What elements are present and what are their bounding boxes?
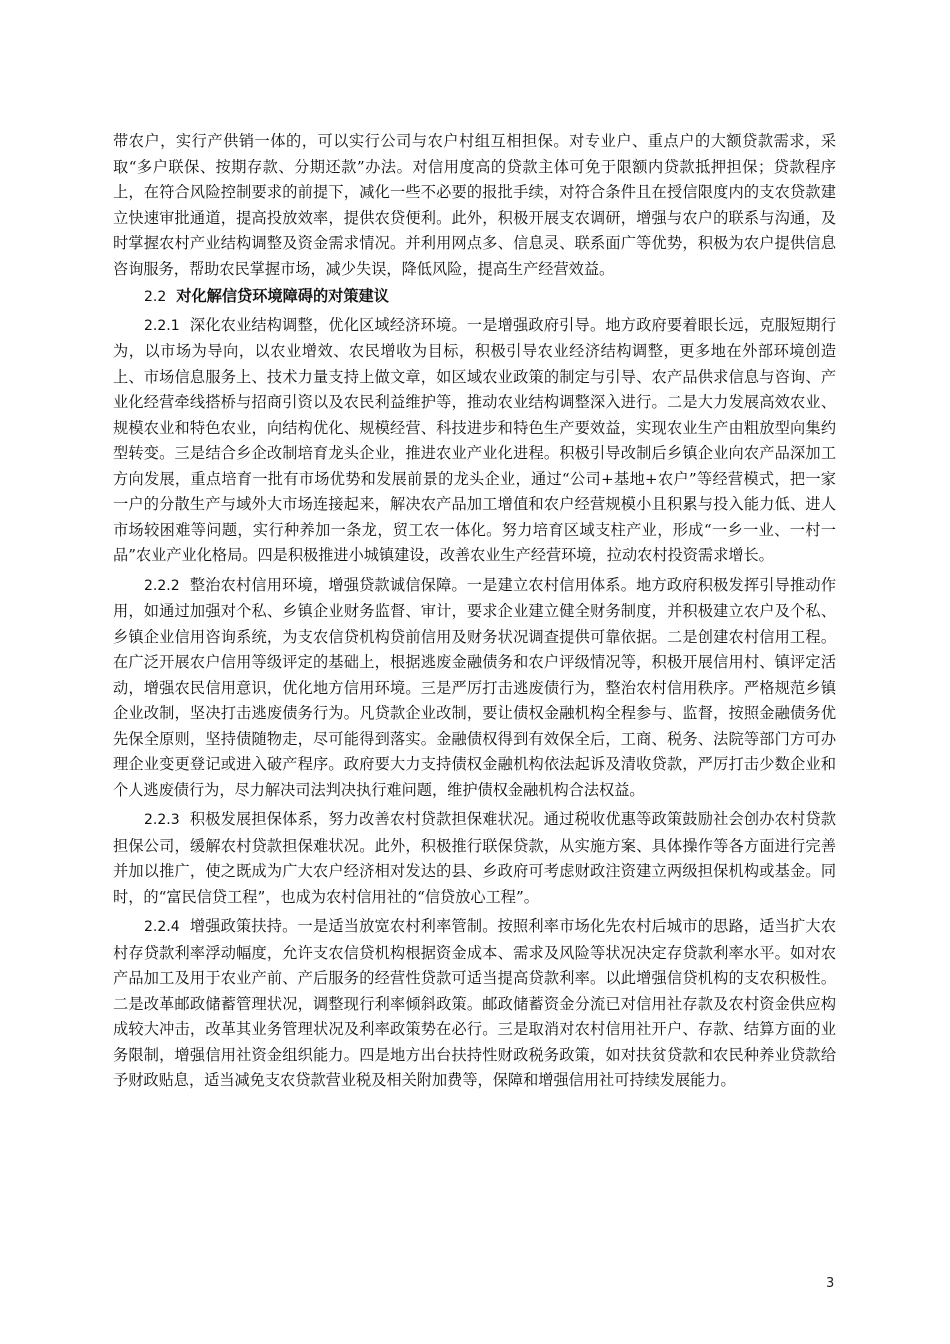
subsection-2-2-1 (113, 313, 836, 569)
subsection-text: 深化农业结构调整，优化区域经济环境。一是增强政府引导。地方政府要着眼长远，克服短期行为，以市场为导向，以农业增效、农民增收为目标，积极引导农业经济结构调整，更多地在外部环境创造上、市场信息服务上、技术力量支持上做文章，如区域农业政策的制定与引导、农产品供求信息与咨询、产业化经营牵线搭桥与招商引资以及农民利益维护等，推动农业结构调整深入进行。二是大力发展高效农业、规模农业和特色农业，向结构优化、规模经营、科技进步和特色生产要效益，实现农业生产由粗放型向集约型转变。三是结合乡企改制培育龙头企业，推进农业产业化进程。积极引导改制后乡镇企业向农产品深加工方向发展，重点培育一批有市场优势和发展前景的龙头企业，通过“公司+基地+农户”等经营模式，把一家一户的分散生产与域外大市场连接起来，解决农产品加工增值和农户经营规模小且积累与投入能力低、进人市场较困难等问题，实行种养加一条龙，贸工农一体化。努力培育区域支柱产业，形成“一乡一业、一村一品”农业产业化格局。四是积极推进小城镇建设，改善农业生产经营环境，拉动农村投资需求增长。 (113, 315, 836, 564)
section-number: 2.2 (144, 289, 167, 305)
subsection-text: 整治农村信用环境，增强贷款诚信保障。一是建立农村信用体系。地方政府积极发挥引导推动作用，如通过加强对个私、乡镇企业财务监督、审计，要求企业建立健全财务制度，并积极建立农户及个私、乡镇企业信用咨询系统，为支农信贷机构贷前信用及财务状况调查提供可靠依据。二是创建农村信用工程。在广泛开展农户信用等级评定的基础上，根据逃废金融债务和农户评级情况等，积极开展信用村、镇评定活动，增强农民信用意识，优化地方信用环境。三是严厉打击逃废债行为，整治农村信用秩序。严格规范乡镇企业改制，坚决打击逃废债务行为。凡贷款企业改制，要让债权金融机构全程参与、监督，按照金融债务优先保全原则，坚持债随物走，尽可能得到落实。金融债权得到有效保全后，工商、税务、法院等部门方可办理企业变更登记或进入破产程序。政府要大力支持债权金融机构依法起诉及清收贷款，严厉打击少数企业和个人逃废债行为，尽力解决司法判决执行难问题，维护债权金融机构合法权益。 (113, 575, 836, 799)
section-heading (113, 284, 836, 311)
subsection-2-2-2 (113, 573, 836, 804)
subsection-2-2-3 (113, 807, 836, 910)
subsection-text: 积极发展担保体系，努力改善农村贷款担保难状况。通过税收优惠等政策鼓励社会创办农村贷款担保公司，缓解农村贷款担保难状况。此外，积极推行联保贷款，从实施方案、具体操作等各方面进行完善并加以推广，使之既成为广大农户经济相对发达的县、乡政府可考虑财政注资建立两级担保机构或基金。同时，的“富民信贷工程”，也成为农村信用社的“信贷放心工程”。 (113, 810, 836, 906)
subsection-number: 2.2.2 (144, 577, 180, 594)
section-title: 对化解信贷环境障碍的对策建议 (176, 287, 389, 305)
subsection-number: 2.2.4 (144, 919, 180, 935)
document-body (113, 129, 836, 1094)
subsection-text: 增强政策扶持。一是适当放宽农村利率管制。按照利率市场化先农村后城市的思路，适当扩大农村存贷款利率浮动幅度，允许支农信贷机构根据资金成本、需求及风险等状况决定存贷款利率水平。如对农产品加工及用于农业产前、产后服务的经营性贷款可适当提高贷款利率。以此增强信贷机构的支农积极性。二是改革邮政储蓄管理状况，调整现行利率倾斜政策。邮政储蓄资金分流已对信用社存款及农村资金供应构成较大冲击，改革其业务管理状况及利率政策势在必行。三是取消对农村信用社开户、存款、结算方面的业务限制，增强信用社资金组织能力。四是地方出台扶持性财政税务政策，如对扶贫贷款和农民种养业贷款给予财政贴息，适当减免支农贷款营业税及相关附加费等，保障和增强信用社可持续发展能力。 (113, 917, 836, 1089)
intro-paragraph: 带农户，实行产供销一体的，可以实行公司与农户村组互相担保。对专业户、重点户的大额贷款需求，采取“多户联保、按期存款、分期还款”办法。对信用度高的贷款主体可免于限额内贷款抵押担保；贷款程序上，在符合风险控制要求的前提下，减化一些不必要的报批手续，对符合条件且在授信限度内的支农贷款建立快速审批通道，提高投放效率，提供农贷便利。此外，积极开展支农调研，增强与农户的联系与沟通，及时掌握农村产业结构调整及资金需求情况。并利用网点多、信息灵、联系面广等优势，积极为农户提供信息咨询服务，帮助农民掌握市场，减少失误，降低风险，提高生产经营效益。 (113, 132, 836, 278)
subsection-number: 2.2.1 (144, 317, 180, 334)
subsection-number: 2.2.3 (144, 812, 180, 828)
subsection-2-2-4 (113, 914, 836, 1094)
page-number: 3 (826, 1276, 835, 1291)
